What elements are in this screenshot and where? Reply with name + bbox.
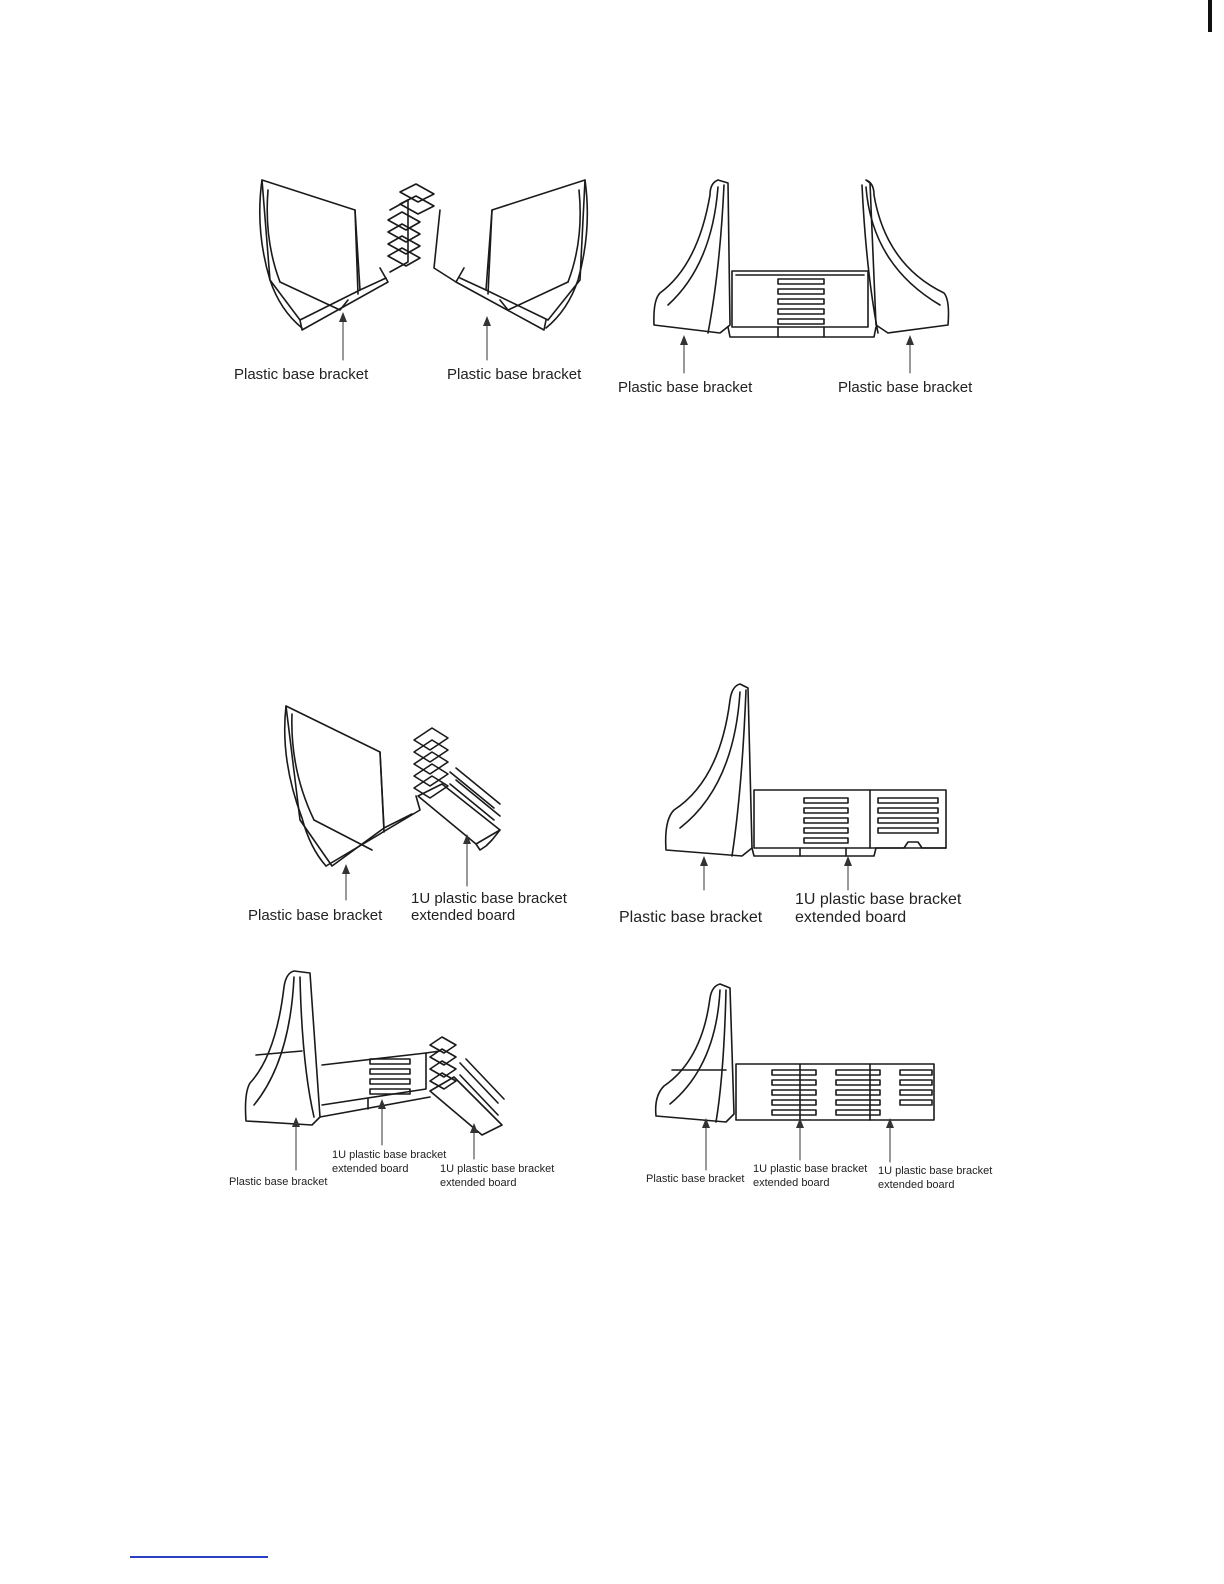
fig5-label-2-line1: 1U plastic base bracket [332,1149,447,1161]
fig4-label-left: Plastic base bracket [619,909,763,926]
fig1-label-left: Plastic base bracket [234,366,369,383]
figure-3-bracket-with-extension-folded [280,700,520,880]
figure-6-bracket-with-two-extensions-open [650,980,950,1125]
fig6-label-1: Plastic base bracket [646,1173,745,1185]
fig4-label-right [795,891,961,927]
fig2-label-left: Plastic base bracket [618,379,753,396]
fig6-label-2 [753,1162,867,1190]
fig6-label-3-line2: extended board [878,1179,955,1191]
footer-link-underline[interactable] [130,1556,268,1558]
figure-2-open-brackets [648,175,968,345]
figure-5-bracket-with-two-extensions-folded [240,965,520,1135]
fig5-label-3-line2: extended board [440,1177,517,1189]
fig1-label-right: Plastic base bracket [447,366,582,383]
fig4-label-right-line2: extended board [795,909,907,926]
fig2-label-right: Plastic base bracket [838,379,973,396]
fig5-label-2 [332,1148,446,1176]
fig4-label-right-line1: 1U plastic base bracket [795,891,962,908]
fig3-label-left: Plastic base bracket [248,907,383,924]
fig6-label-2-line2: extended board [753,1177,830,1189]
fig5-label-1: Plastic base bracket [229,1176,328,1188]
fig5-label-3 [440,1162,554,1190]
page-edge-mark [1208,0,1212,32]
fig3-label-right [411,890,567,924]
fig3-label-right-line2: extended board [411,907,516,924]
fig6-label-2-line1: 1U plastic base bracket [753,1163,868,1175]
fig6-label-3 [878,1164,992,1192]
fig6-label-3-line1: 1U plastic base bracket [878,1165,993,1177]
fig5-label-3-line1: 1U plastic base bracket [440,1163,555,1175]
figure-4-bracket-with-extension-open [660,680,960,860]
fig5-label-2-line2: extended board [332,1163,409,1175]
fig3-label-right-line1: 1U plastic base bracket [411,890,567,907]
